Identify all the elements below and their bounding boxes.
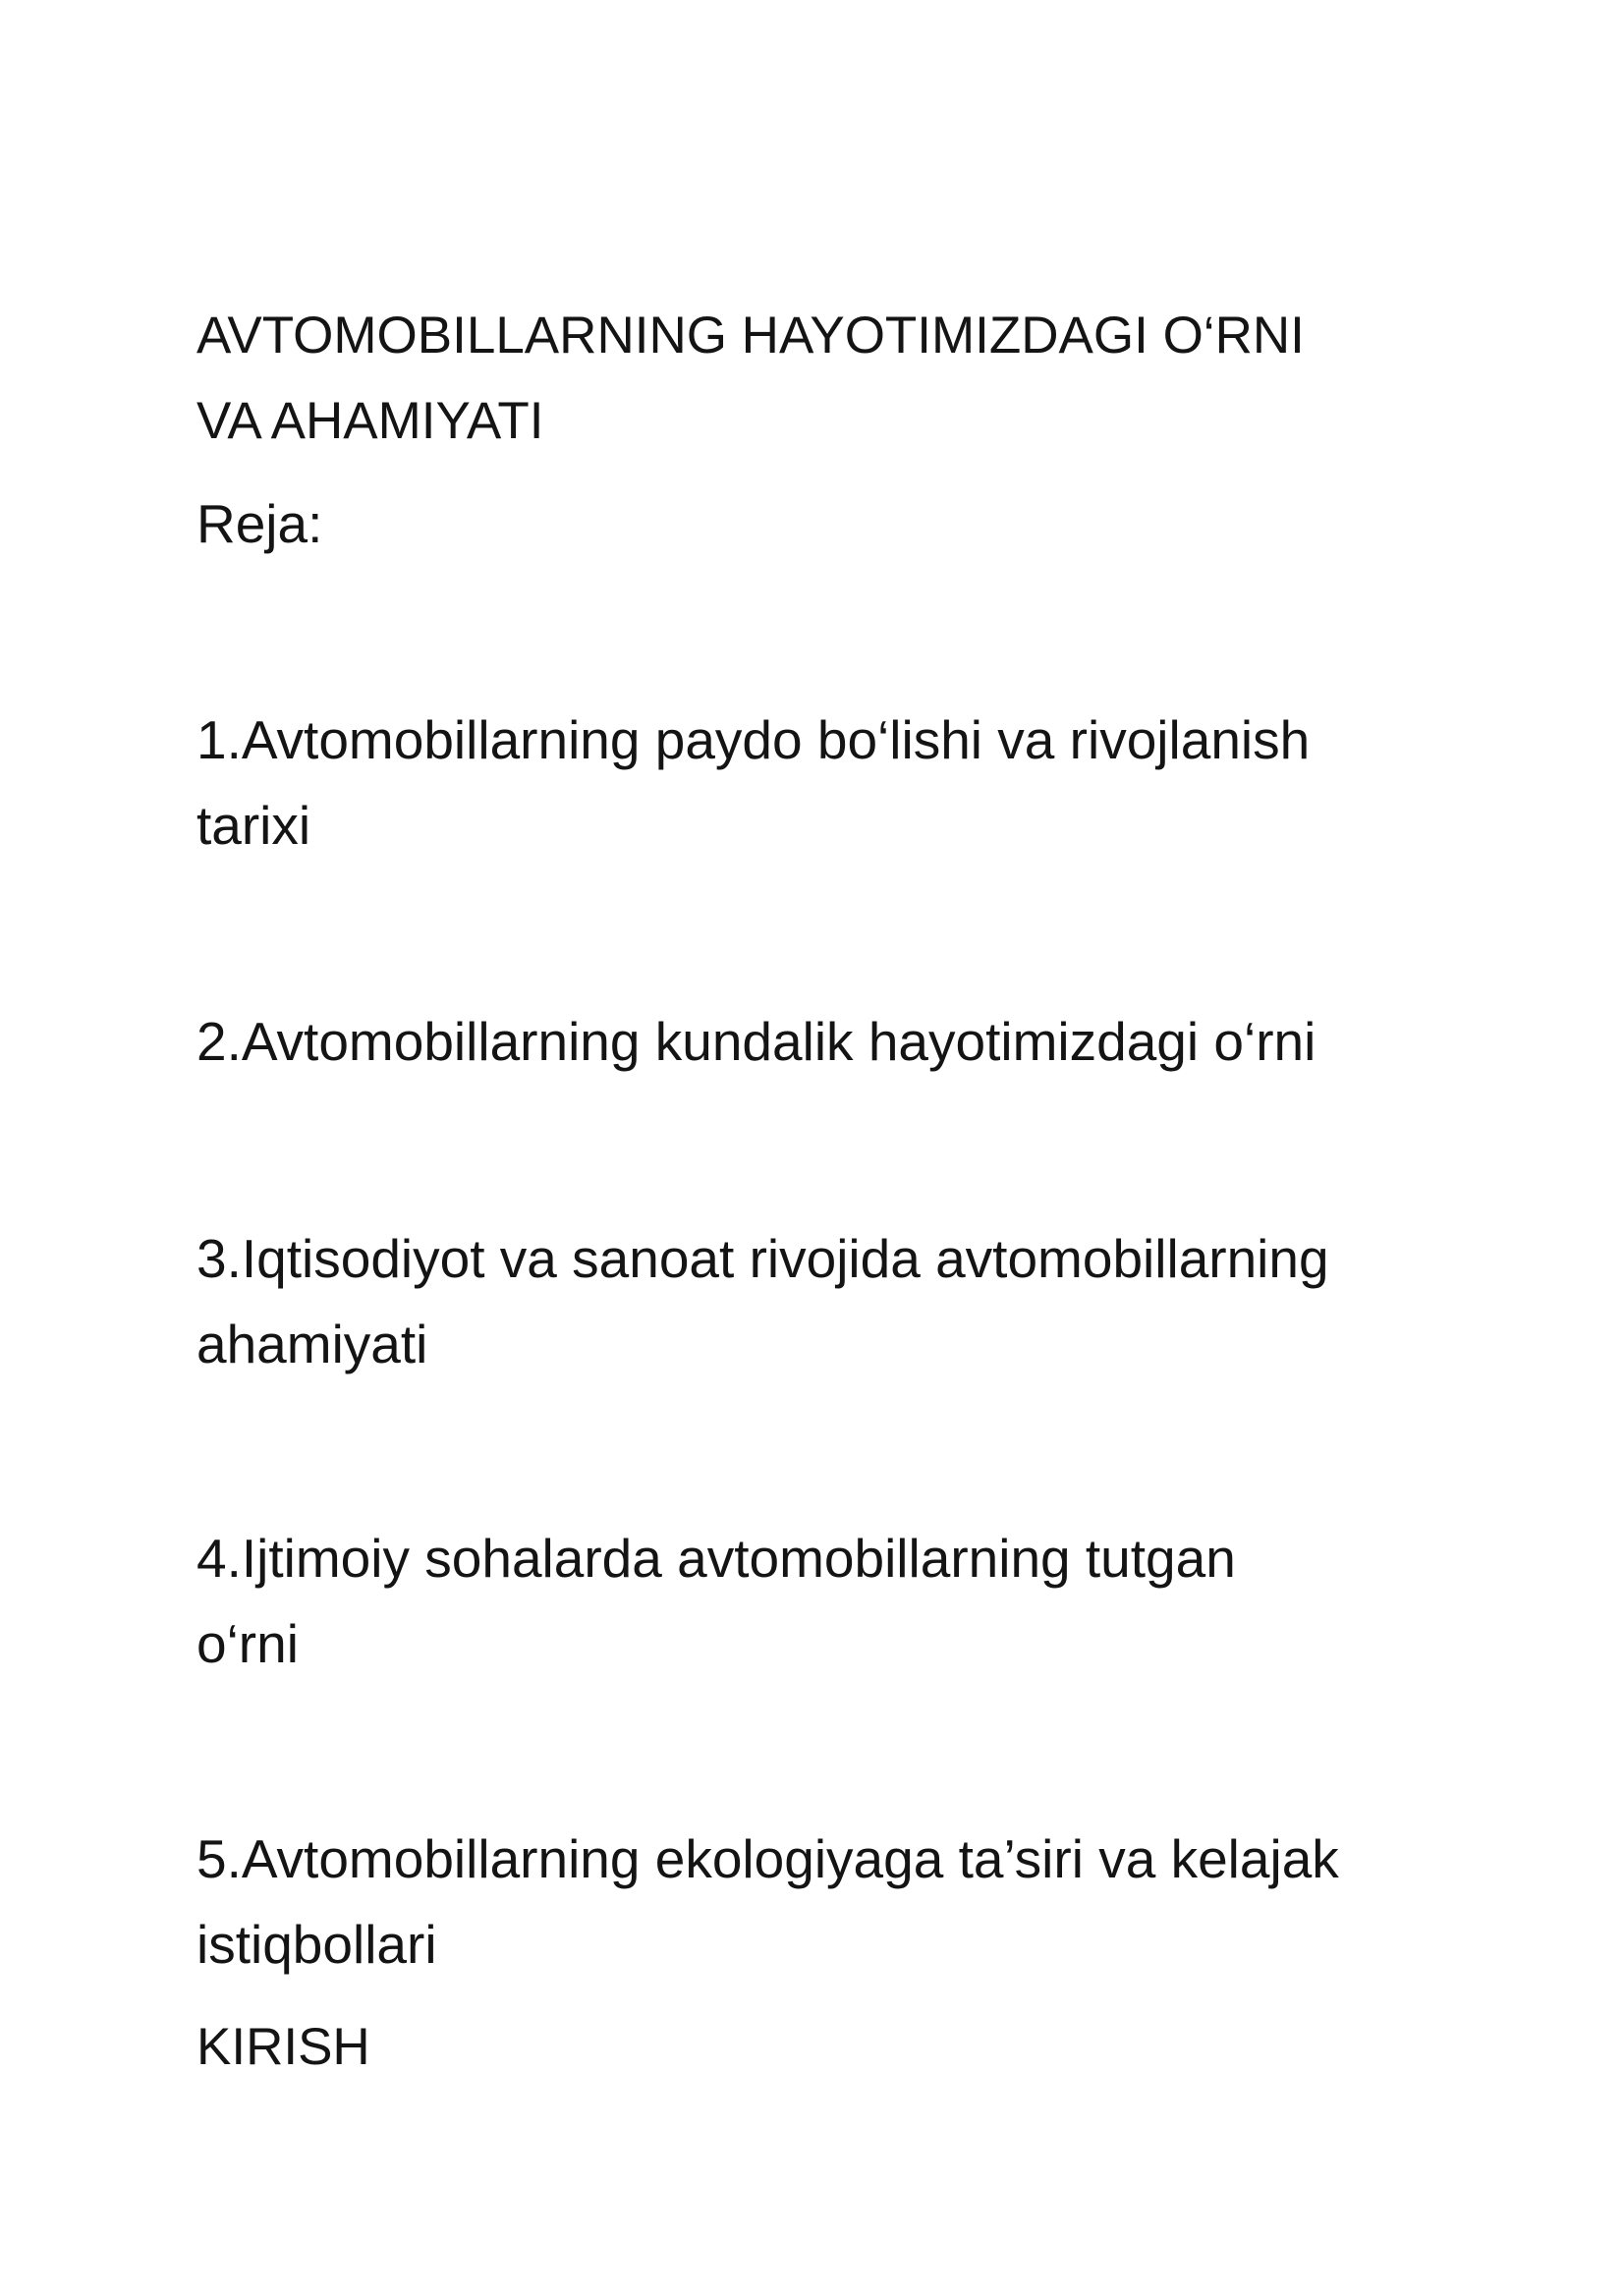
plan-heading: Reja: xyxy=(196,493,323,554)
plan-item-3: 3.Iqtisodiyot va sanoat rivojida avtomobillarning ahamiyati xyxy=(196,1228,1329,1374)
plan-item-4: 4.Ijtimoiy sohalarda avtomobillarning tutgan o‘rni xyxy=(196,1528,1236,1674)
document-title: AVTOMOBILLARNING HAYOTIMIZDAGI O‘RNI VA AHAMIYATI xyxy=(196,307,1305,450)
plan-item-2: 2.Avtomobillarning kundalik hayotimizdagi o‘rni xyxy=(196,1011,1316,1072)
plan-item-1: 1.Avtomobillarning paydo bo‘lishi va rivojlanish tarixi xyxy=(196,709,1311,856)
section-heading-kirish: KIRISH xyxy=(196,2018,370,2076)
plan-item-5: 5.Avtomobillarning ekologiyaga ta’siri va kelajak istiqbollari xyxy=(196,1828,1339,1975)
